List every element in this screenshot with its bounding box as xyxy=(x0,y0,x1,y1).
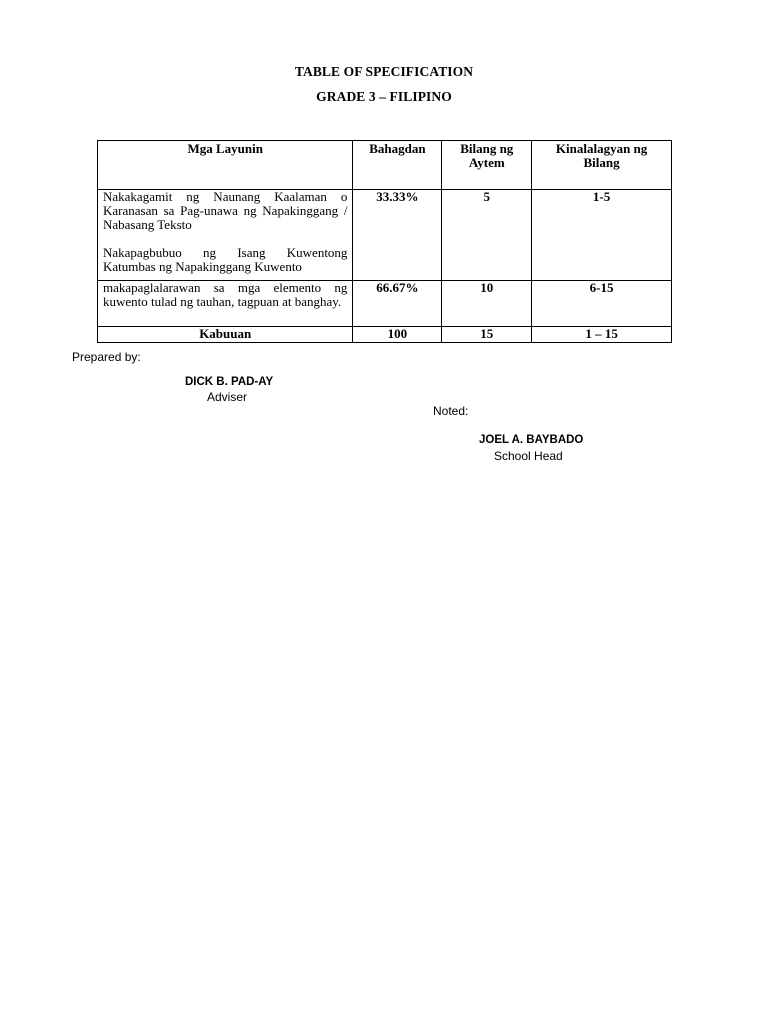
preparer-role: Adviser xyxy=(207,390,248,404)
noted-label: Noted: xyxy=(433,404,469,418)
percentage-cell: 33.33% xyxy=(353,190,442,281)
table-header-row xyxy=(98,141,672,190)
placement-cell: 6-15 xyxy=(532,281,672,327)
objectives-cell xyxy=(98,281,353,327)
header-item-placement: Kinalalagyan ng Bilang xyxy=(532,141,672,190)
item-count-cell: 5 xyxy=(442,190,532,281)
header-item-count: Bilang ng Aytem xyxy=(442,141,532,190)
placement-cell: 1-5 xyxy=(532,190,672,281)
total-item-count: 15 xyxy=(442,327,532,343)
prepared-by-label: Prepared by: xyxy=(72,350,141,364)
objective-text: Nakakagamit ng Naunang Kaalaman o Karanasan sa Pag-unawa ng Napakinggang / Nabasang Teksto xyxy=(103,189,348,232)
specification-table xyxy=(97,140,672,343)
document-title: TABLE OF SPECIFICATION xyxy=(294,64,474,79)
total-placement: 1 – 15 xyxy=(532,327,672,343)
table-row xyxy=(98,190,672,281)
total-percentage: 100 xyxy=(353,327,442,343)
preparer-name: DICK B. PAD-AY xyxy=(185,376,274,388)
document-subtitle: GRADE 3 – FILIPINO xyxy=(316,89,452,104)
total-label: Kabuuan xyxy=(98,327,353,343)
objective-text: Nakapagbubuo ng Isang Kuwentong Katumbas ng Napakinggang Kuwento xyxy=(103,245,348,274)
objectives-cell xyxy=(98,190,353,281)
item-count-cell: 10 xyxy=(442,281,532,327)
header-objectives: Mga Layunin xyxy=(98,141,353,190)
total-row xyxy=(98,327,672,343)
header-percentage: Bahagdan xyxy=(353,141,442,190)
objective-text: makapaglalarawan sa mga elemento ng kuwento tulad ng tauhan, tagpuan at banghay. xyxy=(103,280,348,309)
table-row xyxy=(98,281,672,327)
noter-name: JOEL A. BAYBADO xyxy=(479,434,584,446)
noter-role: School Head xyxy=(494,449,563,463)
percentage-cell: 66.67% xyxy=(353,281,442,327)
